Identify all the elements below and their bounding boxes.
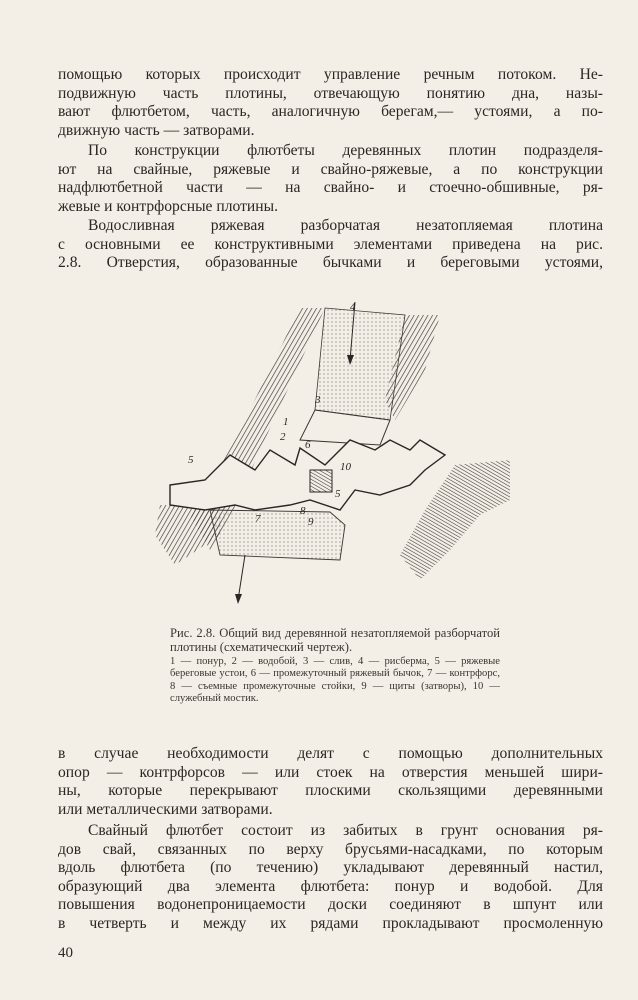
upper-apron (315, 308, 405, 420)
text-line: подвижную часть плотины, отвечающую понятию дна, назы- (58, 84, 603, 102)
text-line: или металлическими затворами. (58, 800, 273, 818)
paragraph-1 (58, 66, 603, 140)
label-2: 2 (280, 431, 286, 443)
label-10: 10 (340, 461, 351, 473)
dam-schematic-drawing (150, 300, 530, 610)
text-line: вдоль флютбета (по течению) укладывают деревянный настил, (58, 859, 603, 877)
text-line: движную часть — затворами. (58, 121, 255, 139)
text-line: повышения водонепроницаемости доски соединяют в шпунт или (58, 896, 603, 914)
text-line: ют на свайные, ряжевые и свайно-ряжевые, а по конструкции (58, 160, 603, 178)
label-4: 4 (350, 301, 356, 313)
label-3: 3 (315, 394, 321, 406)
lower-apron (210, 510, 345, 560)
label-6: 6 (305, 439, 311, 451)
text-line: дов свай, связанных по верху брусьями-насадками, по которым (58, 840, 603, 858)
text-line: в случае необходимости делят с помощью дополнительных (58, 745, 603, 762)
label-9: 9 (308, 516, 314, 528)
figure-caption (170, 626, 500, 706)
text-line: 2.8. Отверстия, образованные бычками и береговыми устоями, (58, 254, 603, 272)
paragraph-2 (58, 142, 603, 216)
text-line: надфлютбетной части — на свайно- и стоечно-обшивные, ря- (58, 179, 603, 197)
text-line: образующий два элемента флютбета: понур и водобой. Для (58, 877, 603, 895)
text-line: в четверть и между их рядами прокладывают просмоленную (58, 914, 603, 932)
label-5-left: 5 (188, 454, 194, 466)
text-line: По конструкции флютбеты деревянных плотин подразделя- (88, 142, 603, 159)
paragraph-3 (58, 217, 603, 273)
caption-legend: 1 — понур, 2 — водобой, 3 — слив, 4 — рисберма, 5 — ряжевые береговые устои, 6 — промежуточный ряжевый бычок, 7 — контрфорс, 8 — съемные промежуточные стойки, 9 — щиты (затворы), 10 — служебный мостик. (170, 656, 500, 705)
flow-arrow-bottom (238, 555, 245, 600)
left-bank-lower-hatch (155, 505, 220, 565)
text-line: жевые и контрфорсные плотины. (58, 197, 278, 215)
gate-shields (310, 470, 332, 492)
paragraph-5 (58, 822, 603, 934)
arrow-head-icon (235, 594, 242, 604)
page-number: 40 (58, 945, 73, 961)
text-line: с основными ее конструктивными элементами приведена на рис. (58, 235, 603, 253)
text-line: вают флютбетом, часть, аналогичную берегам,— устоями, а по- (58, 103, 603, 121)
text-line: ны, которые перекрывают плоскими скользящими деревянными (58, 782, 603, 800)
label-5-right: 5 (335, 488, 341, 500)
label-8: 8 (300, 505, 306, 517)
caption-title: Рис. 2.8. Общий вид деревянной незатопляемой разборчатой плотины (схематический чертеж). (170, 626, 500, 654)
paragraph-4 (58, 745, 603, 819)
text-line: опор — контрфорсов — или стоек на отверстия меньшей шири- (58, 763, 603, 781)
text-line: Водосливная ряжевая разборчатая незатопляемая плотина (88, 217, 603, 234)
label-1: 1 (283, 416, 289, 428)
label-7: 7 (255, 513, 261, 525)
text-line: Свайный флютбет состоит из забитых в грунт основания ря- (88, 822, 603, 839)
text-line: помощью которых происходит управление речным потоком. Не- (58, 66, 603, 83)
